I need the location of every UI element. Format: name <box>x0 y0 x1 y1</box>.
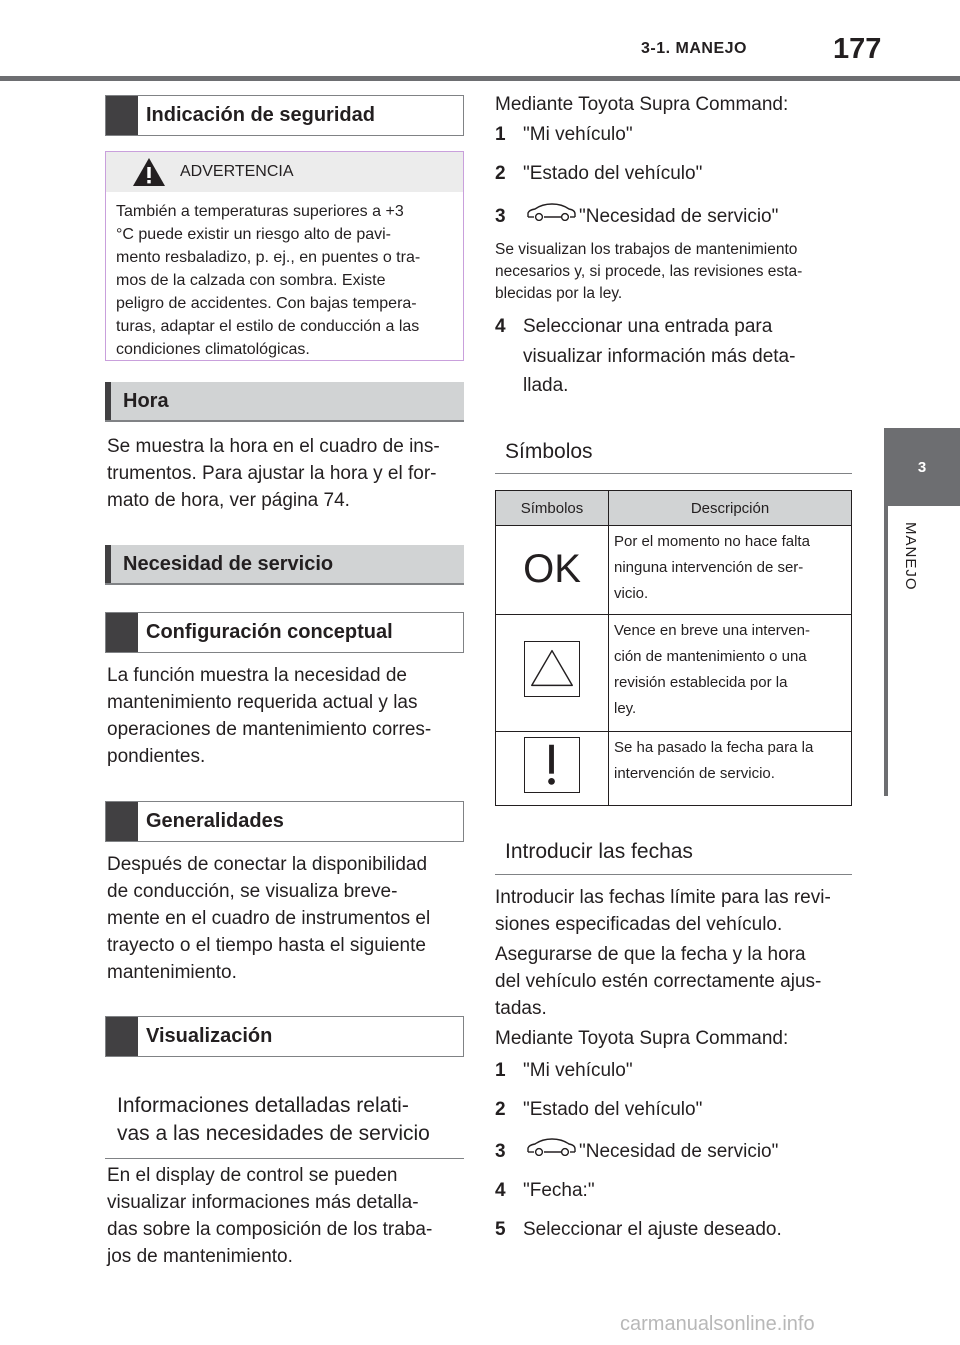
intro-command-1: Mediante Toyota Supra Command: <box>495 94 789 115</box>
warning-triangle-icon <box>132 157 166 187</box>
step-3: 3 "Necesidad de servicio" <box>495 1138 778 1165</box>
ok-symbol: OK <box>523 547 581 591</box>
car-icon <box>525 203 577 221</box>
symbols-table <box>495 490 852 806</box>
table-row <box>496 526 852 615</box>
heading-generalidades: Generalidades <box>105 801 464 842</box>
heading-informaciones-detalladas: Informaciones detalladas relati- vas a las necesidades de servicio <box>105 1092 464 1159</box>
step-3: 3 "Necesidad de servicio" <box>495 203 778 230</box>
step-1: 1 "Mi vehículo" <box>495 1060 633 1081</box>
warning-box <box>105 151 464 361</box>
symbol-triangle-cell <box>496 615 609 732</box>
symbol-exclamation-cell <box>496 732 609 806</box>
heading-indicacion-seguridad: Indicación de seguridad <box>105 95 464 136</box>
heading-hora: Hora <box>105 382 464 422</box>
heading-visualizacion: Visualización <box>105 1016 464 1057</box>
step-5: 5 Seleccionar el ajuste deseado. <box>495 1219 782 1240</box>
table-row <box>496 615 852 732</box>
chapter-number: 3 <box>917 458 927 476</box>
page-number: 177 <box>833 33 882 65</box>
table-header-simbolos: Símbolos <box>496 491 609 526</box>
car-icon <box>525 1138 577 1156</box>
exclamation-icon <box>524 737 580 793</box>
paragraph-informaciones: En el display de control se pueden visualizar informaciones más detalla- das sobre la composición de los traba- jos de mantenimiento. <box>107 1165 433 1267</box>
watermark[interactable]: carmanualsonline.info <box>620 1313 815 1335</box>
heading-configuracion-conceptual: Configuración conceptual <box>105 612 464 653</box>
paragraph-hora: Se muestra la hora en el cuadro de ins- trumentos. Para ajustar la hora y el for- mato de hora, ver página 74. <box>107 436 440 511</box>
chapter-tab-bar <box>884 506 888 796</box>
paragraph-configuracion: La función muestra la necesidad de mantenimiento requerida actual y las operaciones de mantenimiento corres- pondientes. <box>107 665 432 767</box>
heading-simbolos: Símbolos <box>495 432 852 474</box>
step-2: 2 "Estado del vehículo" <box>495 1099 703 1120</box>
description-cell: Se ha pasado la fecha para la intervención de servicio. <box>609 732 852 806</box>
step-4: 4 "Fecha:" <box>495 1180 595 1201</box>
step-1: 1 "Mi vehículo" <box>495 124 633 145</box>
intro-command-2: Mediante Toyota Supra Command: <box>495 1028 789 1049</box>
symbol-ok-cell <box>496 526 609 615</box>
chapter-tab <box>884 428 960 506</box>
description-cell: Por el momento no hace falta ninguna intervención de ser- vicio. <box>609 526 852 615</box>
paragraph-fechas-1: Introducir las fechas límite para las revi- siones especificadas del vehículo. <box>495 887 831 935</box>
warning-header <box>106 152 463 192</box>
heading-necesidad-servicio: Necesidad de servicio <box>105 545 464 585</box>
heading-introducir-fechas: Introducir las fechas <box>495 832 852 875</box>
step-4: 4 Seleccionar una entrada para visualizar información más deta- llada. <box>495 316 796 396</box>
section-title: 3-1. MANEJO <box>641 40 747 57</box>
table-row <box>496 732 852 806</box>
paragraph-generalidades: Después de conectar la disponibilidad de conducción, se visualiza breve- mente en el cuadro de instrumentos el trayecto o el tiempo hasta el siguiente mantenimiento. <box>107 854 431 983</box>
table-header-descripcion: Descripción <box>609 491 852 526</box>
triangle-icon <box>524 641 580 697</box>
table-header-row <box>496 491 852 526</box>
chapter-label: MANEJO <box>902 522 919 591</box>
warning-title: ADVERTENCIA <box>180 163 294 180</box>
warning-text: También a temperaturas superiores a +3 °C puede existir un riesgo alto de pavi- mento resbaladizo, p. ej., en puentes o tra- mos de la calzada con sombra. Existe peligro de accidentes. Con bajas tempera- turas, adaptar el estilo de conducción a las condiciones climatológicas. <box>116 203 421 358</box>
step-2: 2 "Estado del vehículo" <box>495 163 703 184</box>
paragraph-fechas-2: Asegurarse de que la fecha y la hora del vehículo estén correctamente ajus- tadas. <box>495 944 822 1019</box>
description-cell: Vence en breve una interven- ción de mantenimiento o una revisión establecida por la ley. <box>609 615 852 732</box>
note-servicio: Se visualizan los trabajos de mantenimiento necesarios y, si procede, las revisiones esta- blecidas por la ley. <box>495 241 803 302</box>
header-rule <box>0 76 960 81</box>
